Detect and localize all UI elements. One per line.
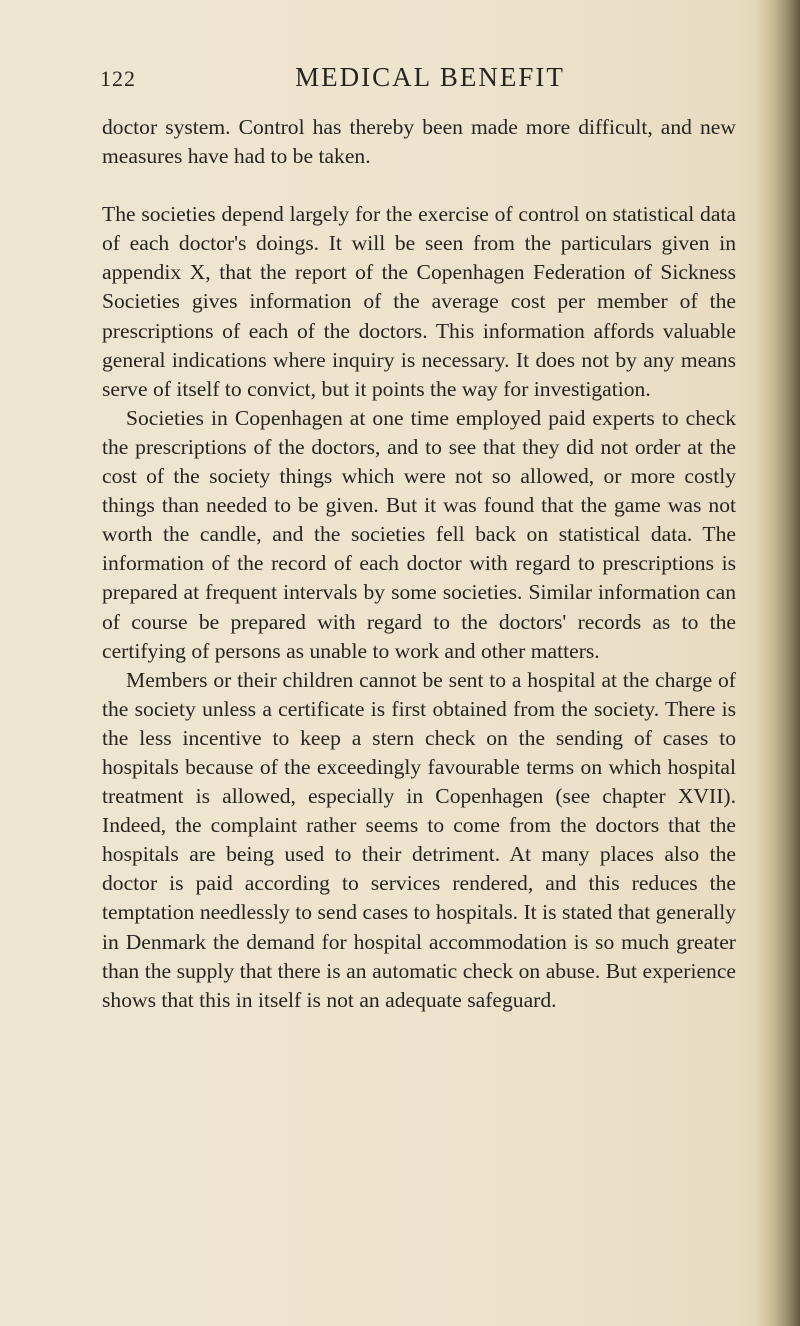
- page-header: [100, 62, 740, 102]
- page-number: 122: [100, 66, 136, 91]
- running-title: MEDICAL BENEFIT: [295, 62, 565, 92]
- paragraph-continuation: doctor system. Control has thereby been made more difficult, and new measures have had to be taken.: [102, 115, 736, 169]
- paragraph-statistical-data: The societies depend largely for the exercise of control on statistical data of each doctor's doings. It will be seen from the particulars given in appendix X, that the report of the Copenhagen Federation of Sickness Societies gives information of the average cost per member of the prescriptions of each of the doctors. This information affords valuable general indications where inquiry is necessary. It does not by any means serve of itself to convict, but it points the way for investigation.: [102, 202, 736, 401]
- paragraph-prescription-experts: Societies in Copenhagen at one time employed paid experts to check the prescriptions of the doctors, and to see that they did not order at the cost of the society things which were not so allowed, or more costly things than needed to be given. But it was found that the game was not worth the candle, and the societies fell back on statistical data. The information of the record of each doctor with regard to prescriptions is prepared at frequent intervals by some societies. Similar information can of course be prepared with regard to the doctors' records as to the certifying of persons as unable to work and other matters.: [102, 405, 736, 663]
- paragraph-hospital-admission: Members or their children cannot be sent to a hospital at the charge of the society unless a certificate is first obtained from the society. There is the less incentive to keep a stern check on the sending of cases to hospitals because of the exceedingly favourable terms on which hospital treatment is allowed, especially in Copenhagen (see chapter XVII). Indeed, the complaint rather seems to come from the doctors that the hospitals are being used to their detriment. At many places also the doctor is paid according to services rendered, and this reduces the temptation needlessly to send cases to hospitals. It is stated that generally in Denmark the demand for hospital accommodation is so much greater than the supply that there is an automatic check on abuse. But experience shows that this in itself is not an adequate safeguard.: [102, 667, 736, 1012]
- page-edge-shadow: [756, 0, 800, 1326]
- body-text: [102, 113, 736, 1015]
